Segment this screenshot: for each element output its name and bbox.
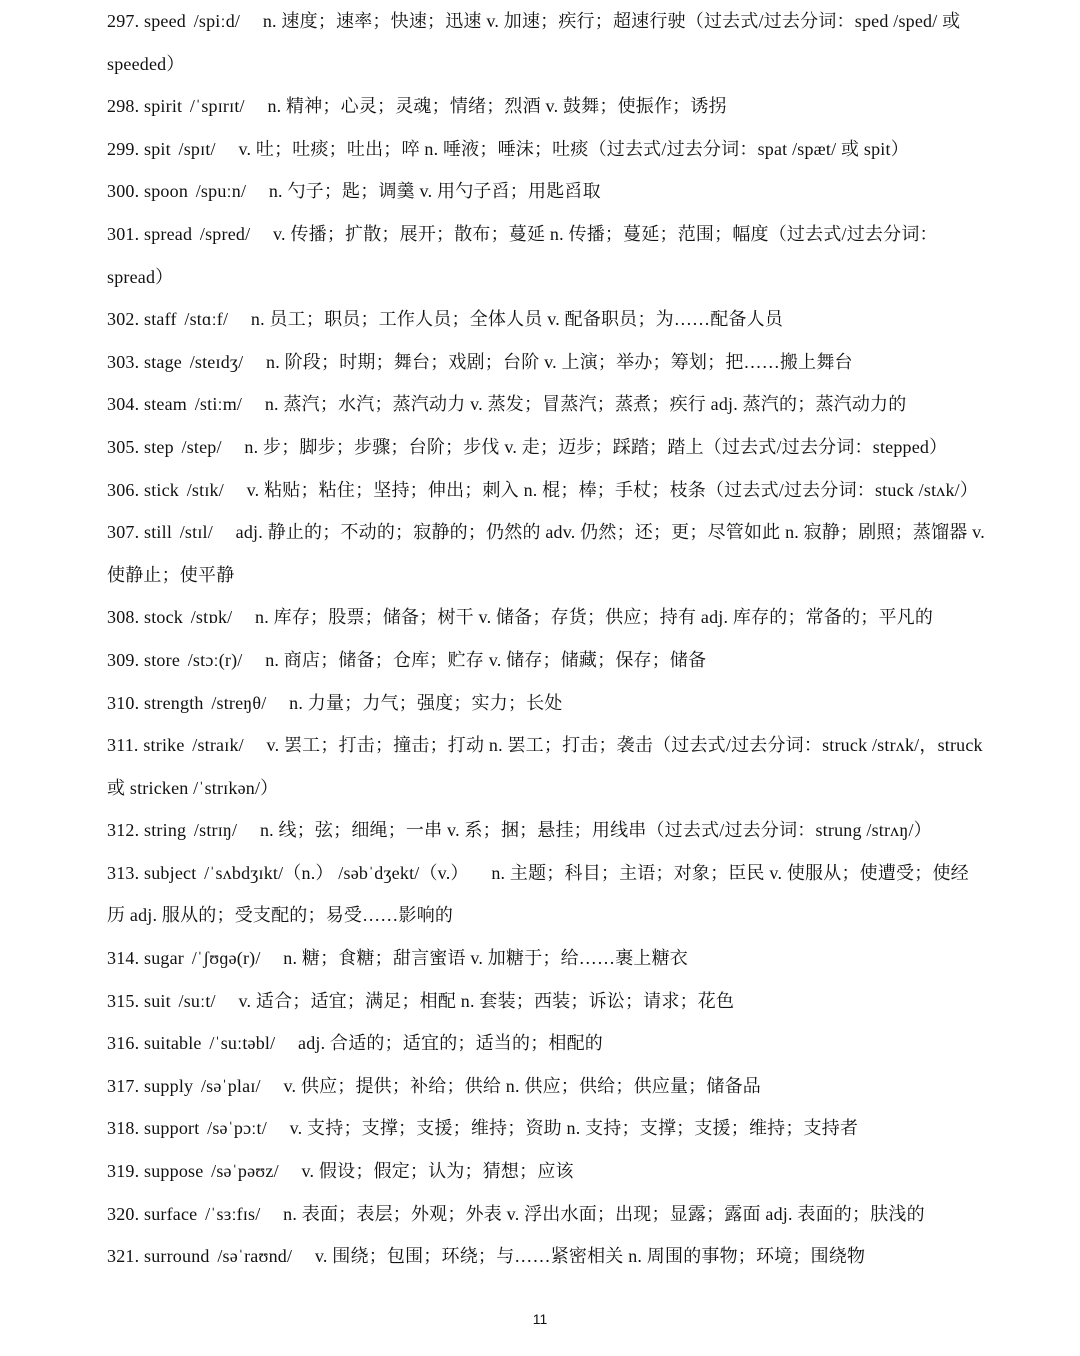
entry-definition: v. 适合；适宜；满足；相配 n. 套装；西装；诉讼；请求；花色 [238,990,735,1011]
entry-definition: v. 支持；支撑；支援；维持；资助 n. 支持；支撑；支援；维持；支持者 [289,1118,859,1139]
entry-word: steam [144,394,188,415]
entry-number: 310. [107,692,140,713]
vocab-entry [107,128,987,171]
entry-word: suit [144,990,171,1011]
vocab-entry [107,724,987,809]
vocab-entry [107,1150,987,1193]
entry-phonetic: /ˈsuːtəbl/ [209,1033,276,1054]
entry-definition: adj. 合适的；适宜的；适当的；相配的 [298,1033,604,1054]
entry-phonetic: /step/ [181,436,222,457]
entry-phonetic: /straɪk/ [192,735,244,756]
vocab-entry [107,937,987,980]
entry-number: 316. [107,1033,140,1054]
vocab-entry [107,682,987,725]
vocab-entry [107,511,987,596]
entry-word: stock [144,607,184,628]
entry-word: strike [143,735,185,756]
vocab-entry [107,1193,987,1236]
entry-phonetic: /səˈpɔːt/ [207,1118,267,1139]
entry-word: store [144,649,181,670]
entry-phonetic: /streŋθ/ [211,692,267,713]
entry-definition: n. 步；脚步；步骤；台阶；步伐 v. 走；迈步；踩踏；踏上（过去式/过去分词：stepped） [244,436,948,457]
entry-number: 304. [107,394,140,415]
vocab-entry [107,341,987,384]
entry-number: 305. [107,436,140,457]
vocab-entry [107,639,987,682]
entry-number: 320. [107,1203,140,1224]
entry-word: sugar [144,948,185,969]
entry-phonetic: /spred/ [199,223,251,244]
entry-definition: n. 主题；科目；主语；对象；臣民 v. 使服从；使遭受；使经历 adj. 服从的；受支配的；易受……影响的 [107,862,969,926]
vocab-entry [107,170,987,213]
vocab-entry [107,383,987,426]
entry-definition: n. 线；弦；细绳；一串 v. 系；捆；悬挂；用线串（过去式/过去分词：strung /strʌŋ/） [259,820,932,841]
vocab-entry [107,980,987,1023]
entry-phonetic: /stɑːf/ [184,309,229,330]
entry-number: 301. [107,223,140,244]
vocab-entry [107,213,987,298]
entry-number: 312. [107,820,140,841]
entry-phonetic: /stɪl/ [179,522,213,543]
entry-definition: n. 商店；储备；仓库；贮存 v. 储存；储藏；保存；储备 [265,649,707,670]
entry-definition: n. 阶段；时期；舞台；戏剧；台阶 v. 上演；举办；筹划；把……搬上舞台 [266,351,853,372]
entry-word: supply [144,1075,194,1096]
entry-word: staff [144,309,177,330]
vocab-entry [107,85,987,128]
entry-number: 315. [107,990,140,1011]
entry-phonetic: /ˈsɜːfɪs/ [205,1203,261,1224]
entry-word: surface [144,1203,198,1224]
entry-word: subject [144,862,197,883]
entry-number: 319. [107,1161,140,1182]
entry-definition: v. 围绕；包围；环绕；与……紧密相关 n. 周围的事物；环境；围绕物 [314,1246,866,1267]
page-number: 11 [532,1311,548,1327]
entry-phonetic: /səˈpəʊz/ [211,1161,279,1182]
entry-definition: n. 精神；心灵；灵魂；情绪；烈酒 v. 鼓舞；使振作；诱拐 [267,96,727,117]
entry-word: spread [144,223,193,244]
vocab-entry [107,1022,987,1065]
entry-definition: n. 速度；速率；快速；迅速 v. 加速；疾行；超速行驶（过去式/过去分词：sped /sped/ 或 speeded） [107,11,961,74]
entry-phonetic: /spuːn/ [195,181,247,202]
entry-number: 300. [107,181,140,202]
entry-number: 308. [107,607,140,628]
entry-definition: v. 粘贴；粘住；坚持；伸出；刺入 n. 棍；棒；手杖；枝条（过去式/过去分词：stuck /stʌk/） [246,479,979,500]
entry-definition: n. 力量；力气；强度；实力；长处 [289,692,563,713]
entry-phonetic: /spiːd/ [193,11,241,31]
entry-definition: v. 供应；提供；补给；供给 n. 供应；供给；供应量；储备品 [283,1075,761,1096]
vocab-entry [107,1107,987,1150]
vocabulary-list [107,0,987,1278]
entry-word: suppose [144,1161,204,1182]
entry-word: string [144,820,187,841]
entry-phonetic: /stɪk/ [186,479,224,500]
entry-word: spit [144,138,171,159]
entry-number: 298. [107,96,140,117]
entry-word: support [144,1118,200,1139]
entry-number: 297. [107,11,140,31]
entry-word: step [144,436,174,457]
vocab-entry [107,0,987,85]
entry-number: 303. [107,351,140,372]
entry-phonetic: /spɪt/ [178,138,216,159]
vocab-entry [107,852,987,937]
entry-definition: adj. 静止的；不动的；寂静的；仍然的 adv. 仍然；还；更；尽管如此 n. 寂静；剧照；蒸馏器 v. 使静止；使平静 [107,522,985,585]
vocab-entry [107,596,987,639]
entry-phonetic: /stɔː(r)/ [187,649,243,670]
vocab-entry [107,1065,987,1108]
entry-phonetic: /strɪŋ/ [193,820,238,841]
entry-phonetic: /stɒk/ [190,607,233,628]
vocab-entry [107,1235,987,1278]
entry-definition: n. 勺子；匙；调羹 v. 用勺子舀；用匙舀取 [268,181,601,202]
entry-number: 318. [107,1118,140,1139]
vocab-entry [107,469,987,512]
entry-number: 314. [107,948,140,969]
entry-definition: v. 传播；扩散；展开；散布；蔓延 n. 传播；蔓延；范围；幅度（过去式/过去分词：spread） [107,223,938,287]
entry-phonetic: /ˈʃʊɡə(r)/ [191,948,261,969]
entry-phonetic: /səˈraʊnd/ [217,1246,293,1267]
vocab-entry [107,298,987,341]
entry-definition: n. 蒸汽；水汽；蒸汽动力 v. 蒸发；冒蒸汽；蒸煮；疾行 adj. 蒸汽的；蒸汽动力的 [264,394,907,415]
entry-definition: n. 员工；职员；工作人员；全体人员 v. 配备职员；为……配备人员 [250,309,784,330]
entry-phonetic: /ˈspɪrɪt/ [189,96,245,117]
entry-phonetic: /suːt/ [178,990,216,1011]
entry-word: surround [144,1246,210,1267]
entry-phonetic: /stiːm/ [194,394,243,415]
entry-word: spirit [144,96,183,117]
entry-number: 309. [107,649,140,670]
vocab-entry [107,426,987,469]
entry-word: stick [144,479,180,500]
entry-word: stage [144,351,182,372]
entry-phonetic: /səˈplaɪ/ [200,1075,261,1096]
entry-number: 311. [107,735,139,756]
entry-number: 321. [107,1246,140,1267]
entry-number: 306. [107,479,140,500]
entry-phonetic: /steɪdʒ/ [189,351,244,372]
entry-word: suitable [144,1033,202,1054]
entry-number: 307. [107,522,140,543]
entry-definition: n. 表面；表层；外观；外表 v. 浮出水面；出现；显露；露面 adj. 表面的；肤浅的 [283,1203,925,1224]
entry-word: speed [144,11,186,31]
entry-definition: v. 吐；吐痰；吐出；啐 n. 唾液；唾沫；吐痰（过去式/过去分词：spat /spæt/ 或 spit） [238,138,909,159]
entry-definition: v. 罢工；打击；撞击；打动 n. 罢工；打击；袭击（过去式/过去分词：struck /strʌk/，struck 或 stricken /ˈstrɪkən/） [107,735,983,798]
entry-number: 299. [107,138,140,159]
entry-number: 313. [107,862,140,883]
entry-number: 302. [107,309,140,330]
entry-definition: n. 糖；食糖；甜言蜜语 v. 加糖于；给……裹上糖衣 [283,948,688,969]
entry-definition: v. 假设；假定；认为；猜想；应该 [301,1161,574,1182]
entry-number: 317. [107,1075,140,1096]
entry-word: still [144,522,173,543]
vocab-entry [107,809,987,852]
entry-definition: n. 库存；股票；储备；树干 v. 储备；存货；供应；持有 adj. 库存的；常备的；平凡的 [255,607,934,628]
entry-phonetic: /ˈsʌbdʒɪkt/（n.） /səbˈdʒekt/（v.） [204,862,469,883]
entry-word: strength [144,692,204,713]
entry-word: spoon [144,181,189,202]
